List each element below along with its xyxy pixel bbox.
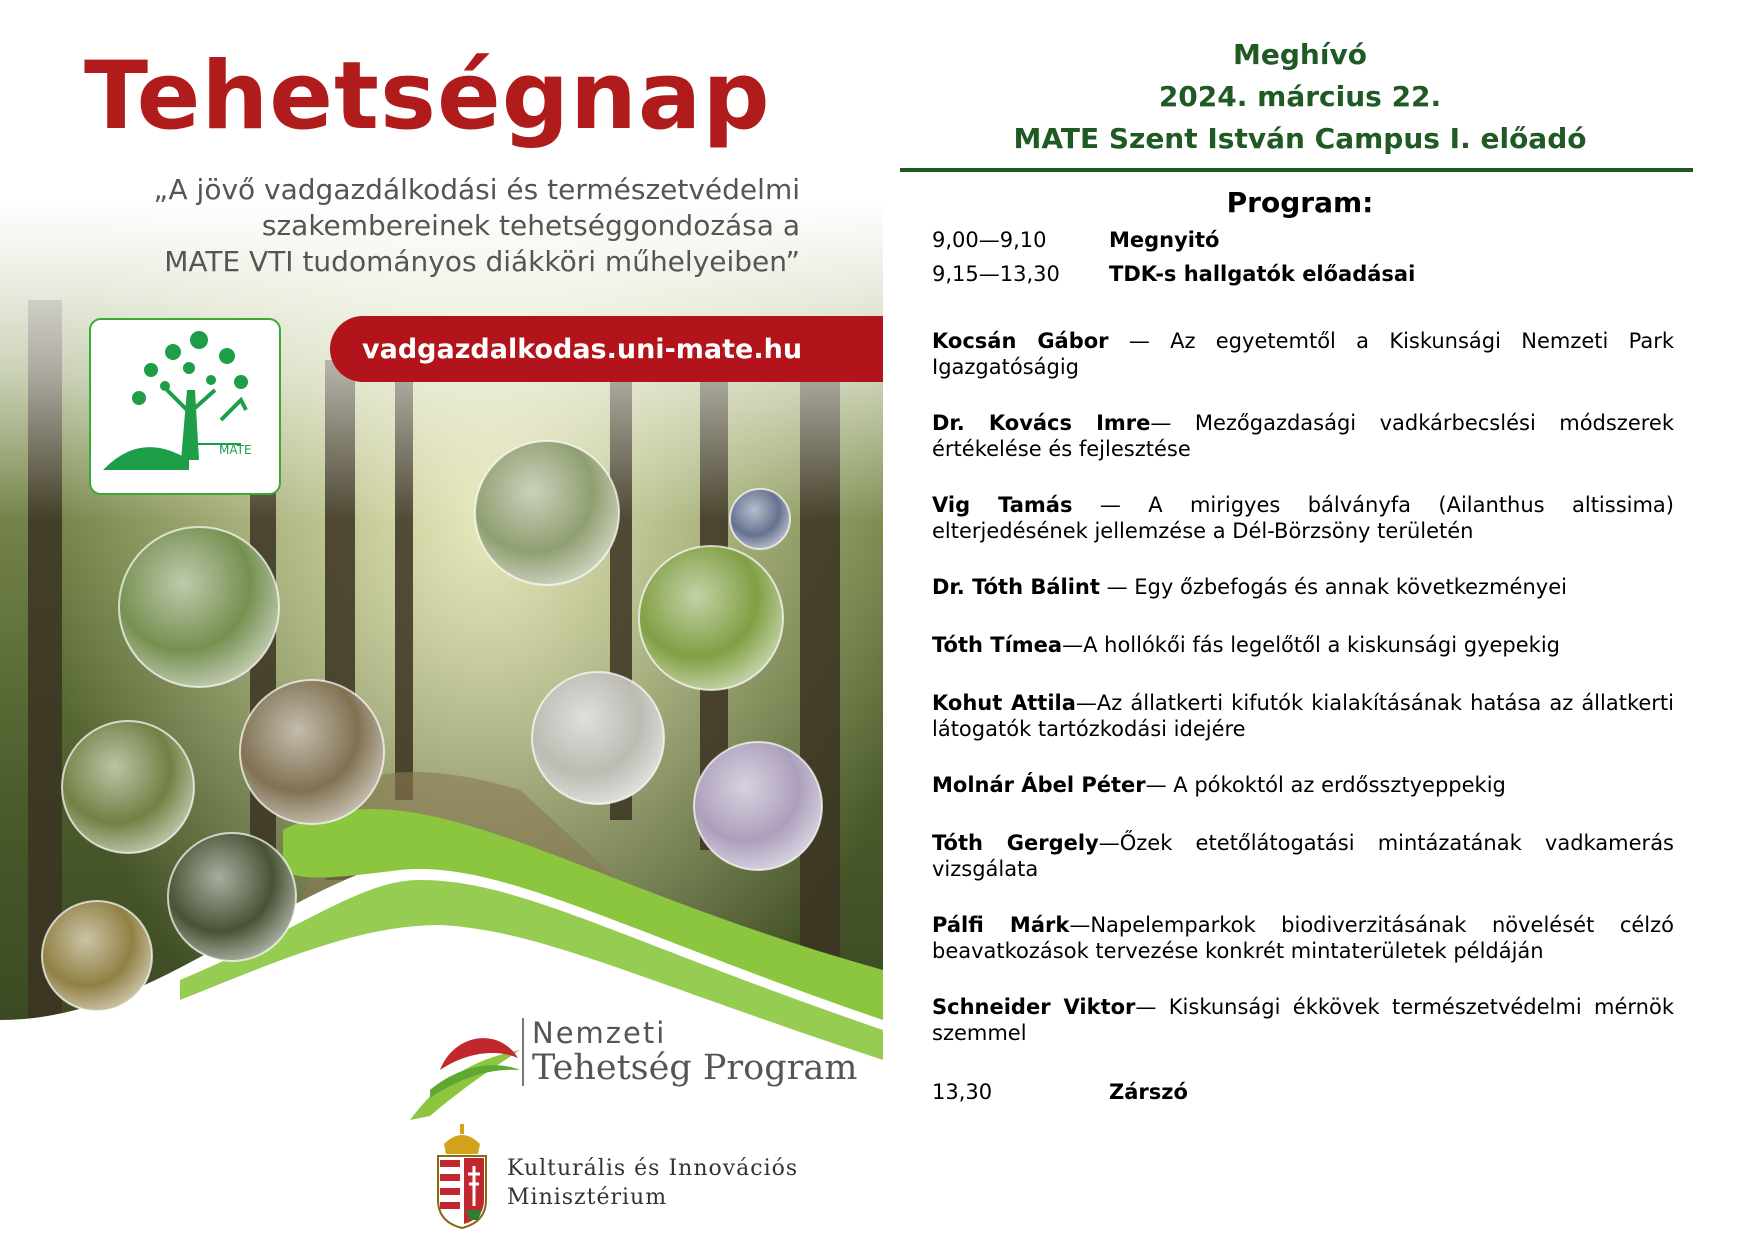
talk-title: — Mezőgazdasági vadkárbecslési módszerek értékelése és fejlesztése: [932, 411, 1675, 461]
ministry-name-line1: Kulturális és Innovációs: [507, 1156, 799, 1181]
talk-item: [932, 994, 1674, 1046]
talk-speaker: Kohut Attila: [932, 691, 1076, 715]
poster-quote: [60, 172, 800, 280]
ntp-name-line2: Tehetség Program: [532, 1048, 858, 1088]
talk-title: —Napelemparkok biodiverzitásának növelését célzó beavatkozások tervezése konkrét mintaterületek példáján: [932, 913, 1674, 963]
header-divider: [900, 168, 1693, 172]
event-date: 2024. március 22.: [1158, 80, 1442, 113]
talk-title: — Kiskunsági ékkövek természetvédelmi mérnök szemmel: [932, 995, 1674, 1045]
hungarian-coat-of-arms-icon: [432, 1122, 492, 1232]
talk-item: [932, 690, 1674, 742]
talk-speaker: Vig Tamás: [932, 493, 1073, 517]
tree-deer-logo-icon: [91, 320, 279, 493]
poster-title: Tehetségnap: [84, 42, 771, 151]
talk-speaker: Pálfi Márk: [932, 913, 1070, 937]
schedule-time: 9,00—9,10: [932, 228, 1047, 252]
talk-title: —A hollókői fás legelőtől a kiskunsági gyepekig: [1062, 633, 1561, 657]
ministry-name-line2: Minisztérium: [507, 1185, 668, 1210]
quote-line-2: szakembereinek tehetséggondozása a: [261, 209, 800, 242]
talk-title: — A pókoktól az erdőssztyeppekig: [1145, 773, 1506, 797]
invitation-label: Meghívó: [1233, 38, 1367, 71]
talk-speaker: Kocsán Gábor: [932, 329, 1109, 353]
talk-item: [932, 574, 1674, 600]
talk-title: — Az egyetemtől a Kiskunsági Nemzeti Park Igazgatóságig: [932, 329, 1675, 379]
talk-item: [932, 410, 1674, 462]
schedule-label: Megnyitó: [1109, 228, 1220, 252]
talk-item: [932, 328, 1674, 380]
department-logo: [89, 318, 281, 495]
invitation-header: [900, 34, 1700, 160]
schedule-time: 13,30: [932, 1080, 993, 1104]
talk-item: [932, 912, 1674, 964]
schedule-label: TDK-s hallgatók előadásai: [1109, 262, 1416, 286]
svg-text:MATE: MATE: [219, 443, 252, 457]
talk-speaker: Molnár Ábel Péter: [932, 773, 1146, 797]
ntp-name-line1: Nemzeti: [532, 1016, 667, 1050]
talk-title: —Őzek etetőlátogatási mintázatának vadkamerás vizsgálata: [932, 831, 1674, 881]
talk-speaker: Tóth Gergely: [932, 831, 1099, 855]
quote-line-1: „A jövő vadgazdálkodási és természetvédelmi: [153, 173, 800, 206]
talk-title: — Egy őzbefogás és annak következményei: [1099, 575, 1567, 599]
schedule-label: Zárszó: [1109, 1080, 1188, 1104]
quote-line-3: MATE VTI tudományos diákköri műhelyeiben”: [164, 245, 800, 278]
talk-speaker: Tóth Tímea: [932, 633, 1063, 657]
schedule-time: 9,15—13,30: [932, 262, 1060, 286]
talk-item: [932, 492, 1674, 544]
talk-speaker: Dr. Tóth Bálint: [932, 575, 1100, 599]
ntp-divider: [522, 1018, 524, 1086]
program-heading: Program:: [1226, 186, 1374, 219]
talk-title: — A mirigyes bálványfa (Ailanthus altissima) elterjedésének jellemzése a Dél-Börzsöny területén: [932, 493, 1674, 543]
talk-item: [932, 632, 1674, 658]
talk-speaker: Dr. Kovács Imre: [932, 411, 1151, 435]
talk-speaker: Schneider Viktor: [932, 995, 1136, 1019]
talk-title: —Az állatkerti kifutók kialakításának hatása az állatkerti látogatók tartózkodási idejére: [932, 691, 1674, 741]
event-venue: MATE Szent István Campus I. előadó: [1013, 122, 1587, 155]
talk-item: [932, 772, 1674, 798]
talk-item: [932, 830, 1674, 882]
website-link[interactable]: vadgazdalkodas.uni-mate.hu: [362, 334, 803, 365]
